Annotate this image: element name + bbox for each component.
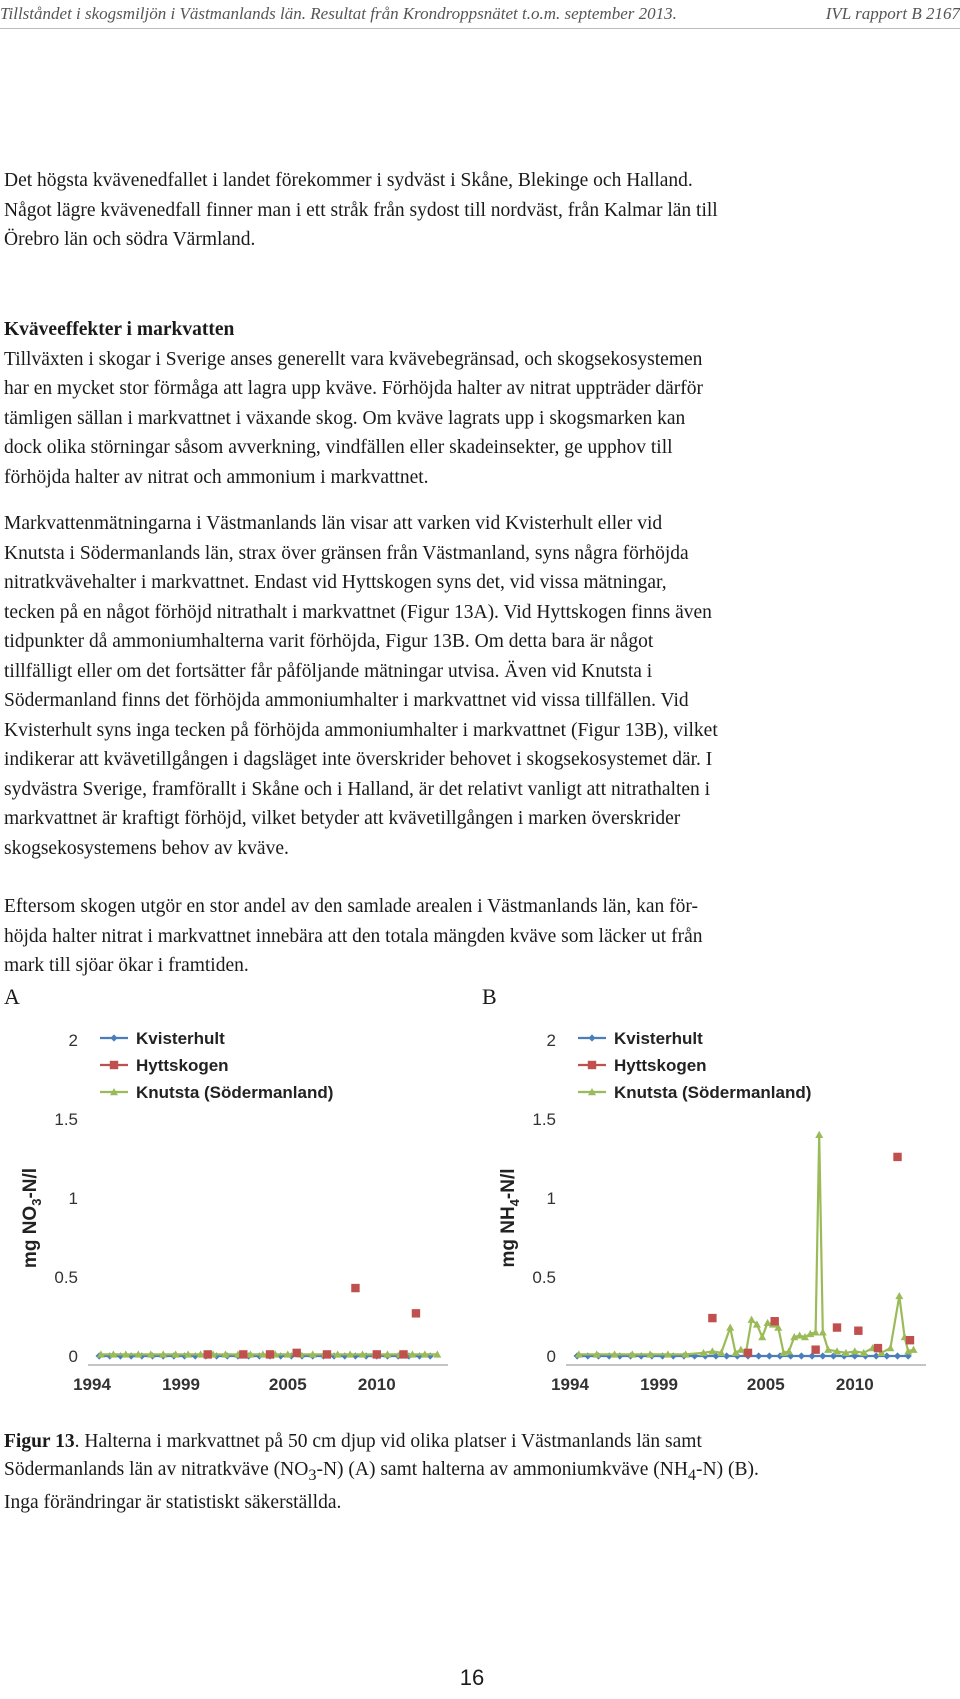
data-point-hyttskogen <box>708 1314 716 1322</box>
x-tick-label: 2005 <box>268 1375 307 1394</box>
data-point-kvisterhult <box>894 1352 901 1359</box>
data-point-kvisterhult <box>766 1352 773 1359</box>
data-point-knutsta <box>812 1328 820 1335</box>
y-tick-label: 0 <box>68 1347 78 1366</box>
y-axis-label-main: mg NH <box>498 1206 519 1268</box>
caption-subscript: 3 <box>308 1465 317 1484</box>
y-axis-label-subscript: 4 <box>507 1199 522 1207</box>
text-line: Kvisterhult syns inga tecken på förhöjda ammoniumhalter i markvattnet (Figur 13B), vilket <box>4 719 718 741</box>
text-line: Det högsta kvävenedfallet i landet förekommer i sydväst i Skåne, Blekinge och Halland. <box>4 170 693 191</box>
data-point-hyttskogen <box>373 1350 381 1358</box>
caption-subscript: 4 <box>687 1465 697 1484</box>
chart-ammonium <box>482 1010 946 1420</box>
legend-label-knutsta: Knutsta (Södermanland) <box>136 1083 334 1102</box>
y-tick-label: 0 <box>546 1347 556 1366</box>
series-line-knutsta <box>579 1135 914 1355</box>
text-line: tidpunkter då ammoniumhalterna varit förhöjda, Figur 13B. Om detta bara är något <box>4 631 654 652</box>
text-line: Knutsta i Södermanlands län, strax över gränsen från Västmanland, syns några förhöjda <box>4 542 689 564</box>
y-axis-label-subscript: 3 <box>29 1198 44 1206</box>
legend-label-hyttskogen: Hyttskogen <box>614 1056 707 1075</box>
data-point-hyttskogen <box>811 1345 819 1353</box>
x-tick-label: 1999 <box>162 1375 200 1394</box>
data-point-hyttskogen <box>833 1323 841 1331</box>
data-point-hyttskogen <box>854 1327 862 1335</box>
legend-label-hyttskogen: Hyttskogen <box>136 1056 229 1075</box>
panel-label-b: B <box>482 984 497 1009</box>
data-point-knutsta <box>758 1333 766 1340</box>
text-line: indikerar att kvävetillgången i dagsläget inte överskrider behovet i skogsekosystemet där. I <box>4 749 713 770</box>
legend-marker-kvisterhult <box>588 1034 595 1041</box>
data-point-knutsta <box>737 1346 745 1353</box>
text-line: har en mycket stor förmåga att lagra upp kväve. Förhöjda halter av nitrat uppträder därför <box>4 378 704 399</box>
data-point-hyttskogen <box>351 1284 359 1292</box>
data-point-hyttskogen <box>874 1344 882 1352</box>
x-tick-label: 2010 <box>835 1375 874 1394</box>
panel-label-a: A <box>4 984 20 1009</box>
caption-text: Södermanlands län av nitratkväve (NO <box>4 1459 309 1480</box>
figure-caption <box>4 1428 954 1517</box>
text-line: sydvästra Sverige, framförallt i Skåne och i Halland, är det relativt vanligt att nitrathalten i <box>4 778 711 800</box>
y-tick-label: 1 <box>68 1189 78 1208</box>
data-point-kvisterhult <box>755 1352 762 1359</box>
text-line: Södermanland finns det förhöjda ammoniumhalter i markvattnet vid vissa tillfällen. Vid <box>4 690 689 711</box>
y-axis-label <box>498 1168 522 1267</box>
legend-marker-hyttskogen <box>588 1061 596 1069</box>
caption-text: -N) (B). <box>696 1459 759 1480</box>
caption-text: Inga förändringar är statistiskt säkerställda. <box>4 1491 342 1513</box>
caption-text: . Halterna i markvattnet på 50 cm djup vid olika platser i Västmanlands län samt <box>74 1431 702 1452</box>
data-point-knutsta <box>764 1319 772 1326</box>
x-tick-label: 1994 <box>551 1375 589 1394</box>
data-point-hyttskogen <box>744 1349 752 1357</box>
running-header <box>0 0 960 30</box>
y-tick-label: 2 <box>546 1031 556 1050</box>
legend-label-kvisterhult: Kvisterhult <box>136 1029 225 1048</box>
x-tick-label: 2005 <box>746 1375 785 1394</box>
text-line: nitratkvävehalter i markvattnet. Endast vid Hyttskogen syns det, vid vissa mätningar, <box>4 572 667 593</box>
legend-marker-kvisterhult <box>110 1034 117 1041</box>
data-point-hyttskogen <box>893 1153 901 1161</box>
y-axis-label <box>20 1168 44 1268</box>
header-report-title: Tillståndet i skogsmiljön i Västmanlands län. Resultat från Krondroppsnätet t.o.m. september 2013. <box>0 4 677 23</box>
text-line: Markvattenmätningarna i Västmanlands län visar att varken vid Kvisterhult eller vid <box>4 513 663 534</box>
data-point-knutsta <box>886 1344 894 1351</box>
caption-label: Figur 13 <box>4 1431 75 1452</box>
y-tick-label: 1.5 <box>532 1110 556 1129</box>
data-point-hyttskogen <box>399 1350 407 1358</box>
text-line: markvattnet är kraftigt förhöjd, vilket betyder att kvävetillgången i marken överskrider <box>4 808 681 829</box>
chart-nitrate <box>4 1010 468 1420</box>
header-rule <box>0 28 960 29</box>
y-tick-label: 2 <box>68 1031 78 1050</box>
data-point-kvisterhult <box>819 1352 826 1359</box>
data-point-knutsta <box>819 1328 827 1335</box>
y-tick-label: 0.5 <box>532 1268 556 1287</box>
x-tick-label: 1994 <box>73 1375 111 1394</box>
y-axis-label-tail: -N/l <box>20 1167 41 1199</box>
text-line: Något lägre kvävenedfall finner man i ett stråk från sydost till nordväst, från Kalmar län till <box>4 199 718 221</box>
text-line: dock olika störningar såsom avverkning, vindfällen eller skadeinsekter, ge upphov till <box>4 437 673 458</box>
data-point-hyttskogen <box>239 1350 247 1358</box>
section-nitrogen-effects <box>4 315 954 492</box>
data-point-hyttskogen <box>906 1336 914 1344</box>
data-point-hyttskogen <box>204 1350 212 1358</box>
y-tick-label: 1.5 <box>54 1110 78 1129</box>
paragraph-measurements <box>4 509 954 863</box>
text-line: Tillväxten i skogar i Sverige anses generellt vara kvävebegränsad, och skogsekosystemen <box>4 348 703 370</box>
caption-text: -N) (A) samt halterna av ammoniumkväve (NH <box>316 1459 688 1480</box>
data-point-hyttskogen <box>771 1317 779 1325</box>
text-line: höjda halter nitrat i markvattnet innebära att den totala mängden kväve som läcker ut från <box>4 925 703 947</box>
header-report-number: IVL rapport B 2167 <box>825 4 960 23</box>
text-line: tämligen sällan i markvattnet i växande skog. Om kväve lagrats upp i skogsmarken kan <box>4 407 686 429</box>
data-point-knutsta <box>796 1331 804 1338</box>
data-point-knutsta <box>785 1347 793 1354</box>
legend-label-knutsta: Knutsta (Södermanland) <box>614 1083 812 1102</box>
text-line: skogsekosystemens behov av kväve. <box>4 837 289 859</box>
text-line: Örebro län och södra Värmland. <box>4 229 256 250</box>
legend-label-kvisterhult: Kvisterhult <box>614 1029 703 1048</box>
paragraph-forest-share <box>4 892 954 981</box>
paragraph-nitrogen-deposition <box>4 166 954 255</box>
data-point-knutsta <box>748 1316 756 1323</box>
data-point-knutsta <box>815 1131 823 1138</box>
data-point-kvisterhult <box>798 1352 805 1359</box>
data-point-hyttskogen <box>412 1309 420 1317</box>
x-tick-label: 2010 <box>357 1375 396 1394</box>
data-point-knutsta <box>726 1324 734 1331</box>
page-number: 16 <box>459 1665 485 1690</box>
y-tick-label: 0.5 <box>54 1268 78 1287</box>
x-tick-label: 1999 <box>640 1375 678 1394</box>
data-point-hyttskogen <box>293 1349 301 1357</box>
text-line: förhöjda halter av nitrat och ammonium i markvattnet. <box>4 466 429 488</box>
data-point-hyttskogen <box>266 1350 274 1358</box>
section-heading: Kväveeffekter i markvatten <box>4 319 235 340</box>
data-point-knutsta <box>895 1292 903 1299</box>
y-tick-label: 1 <box>546 1189 556 1208</box>
text-line: mark till sjöar ökar i framtiden. <box>4 955 249 976</box>
legend-marker-hyttskogen <box>110 1061 118 1069</box>
text-line: Eftersom skogen utgör en stor andel av den samlade arealen i Västmanlands län, kan för- <box>4 896 698 917</box>
y-axis-label-main: mg NO <box>20 1205 41 1269</box>
text-line: tillfälligt eller om det fortsätter får påföljande mätningar utvisa. Även vid Knutsta i <box>4 660 653 682</box>
y-axis-label-tail: -N/l <box>498 1168 519 1200</box>
data-point-knutsta <box>910 1346 918 1353</box>
data-point-hyttskogen <box>323 1350 331 1358</box>
text-line: tecken på en något förhöjd nitrathalt i markvattnet (Figur 13A). Vid Hyttskogen finns även <box>4 601 712 623</box>
